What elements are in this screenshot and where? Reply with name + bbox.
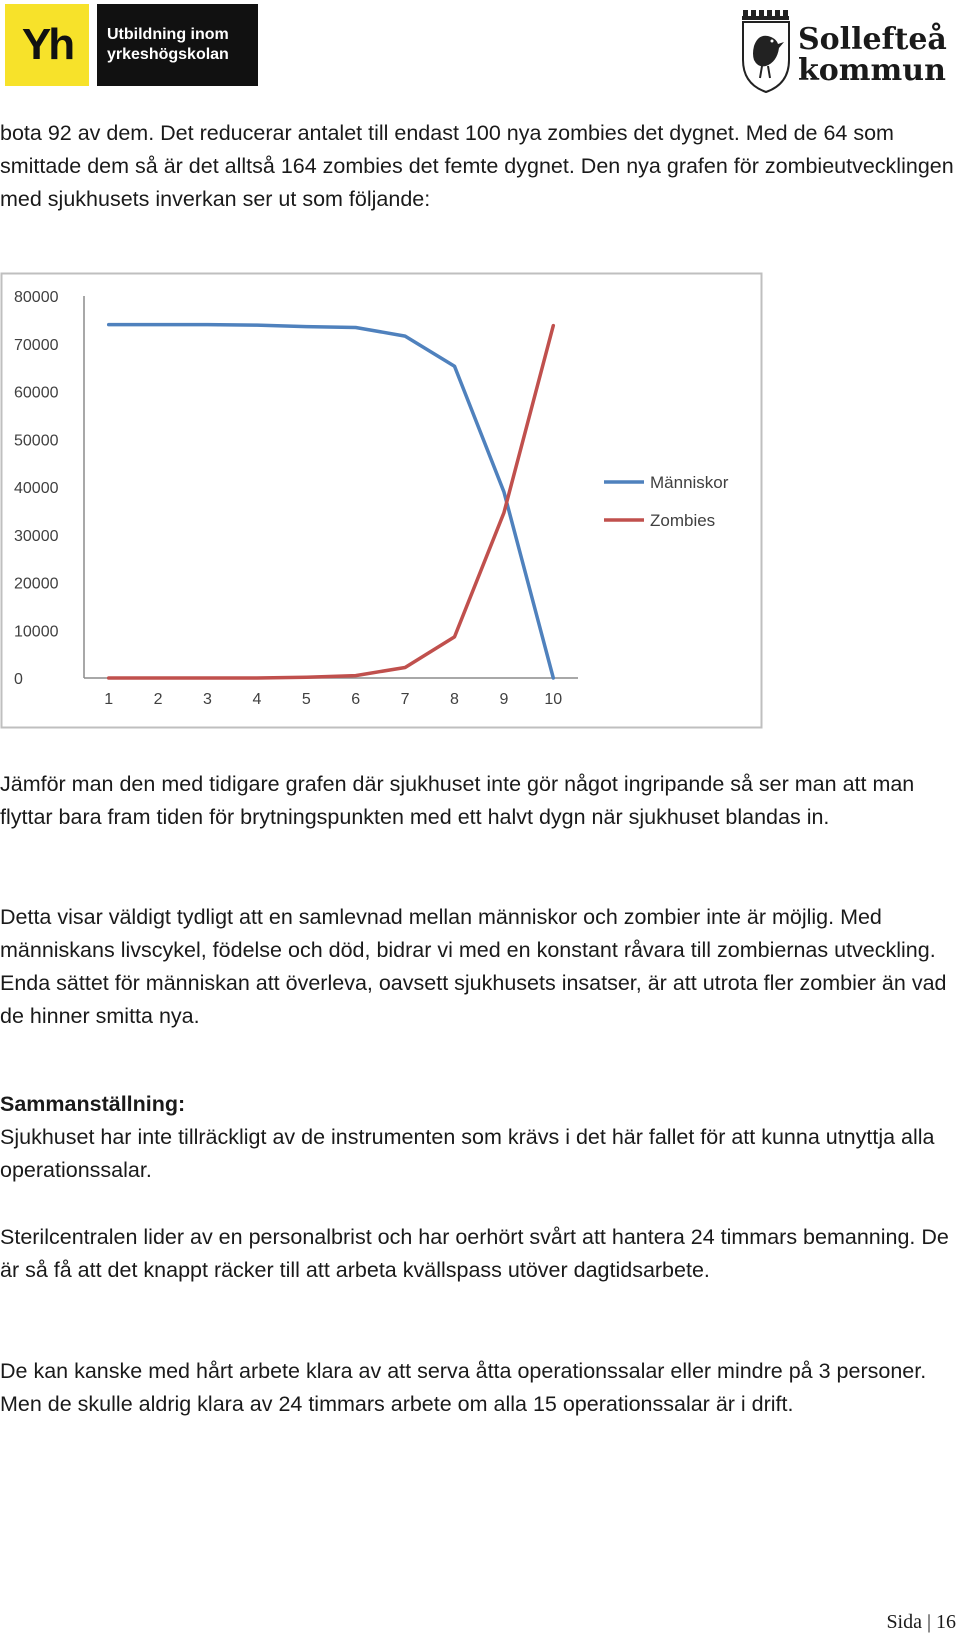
municipality-logo	[740, 8, 958, 94]
x-tick-label: 8	[450, 691, 459, 708]
yh-logo	[5, 4, 258, 86]
page-number: Sida | 16	[886, 1611, 956, 1633]
summary-paragraph-capacity: De kan kanske med hårt arbete klara av att serva åtta operationssalar eller mindre på 3 personer. Men de skulle aldrig klara av 24 timmars arbete om alla 15 operationssalar är i drift.	[0, 1359, 927, 1416]
x-tick-label: 7	[400, 691, 410, 708]
x-tick-label: 9	[499, 691, 509, 708]
y-tick-label: 70000	[14, 336, 59, 354]
legend-label: Zombies	[650, 511, 716, 530]
municipality-name	[798, 24, 947, 86]
x-tick-label: 6	[351, 691, 361, 708]
conclusion-paragraph: Detta visar väldigt tydligt att en samlevnad mellan människor och zombier inte är möjlig. Med människans livscykel, födelse och död, bidrar vi med en konstant råvara till zombiernas utveckling. Enda sättet för människan att överleva, oavsett sjukhusets insatser, är att utrota fler zombier än vad de hinner smitta nya.	[0, 905, 947, 1028]
y-tick-label: 40000	[14, 480, 59, 497]
legend-label: Människor	[650, 473, 729, 492]
summary-paragraph-instruments: Sjukhuset har inte tillräckligt av de instrumenten som krävs i det här fallet för att kunna utnyttja alla operationssalar.	[0, 1125, 935, 1182]
x-tick-label: 2	[153, 691, 163, 708]
x-tick-label: 4	[252, 691, 262, 708]
summary-heading: Sammanställning:	[0, 1092, 186, 1116]
y-tick-labels	[14, 289, 59, 688]
y-tick-label: 10000	[14, 623, 59, 641]
y-tick-label: 60000	[14, 384, 59, 402]
yh-logo-mark	[5, 4, 89, 86]
chart-frame	[2, 274, 762, 728]
intro-paragraph: bota 92 av dem. Det reducerar antalet till endast 100 nya zombies det dygnet. Med de 64 som smittade dem så är det alltså 164 zombies det femte dygnet. Den nya grafen för zombieutvecklingen med sjukhusets inverkan ser ut som följande:	[0, 121, 954, 211]
yh-logo-text	[97, 4, 258, 86]
municipality-name-line2: kommun	[798, 53, 946, 88]
comparison-paragraph: Jämför man den med tidigare grafen där sjukhuset inte gör något ingripande så ser man att man flyttar bara fram tiden för brytningspunkten med ett halvt dygn när sjukhuset blandas in.	[0, 772, 915, 829]
y-tick-label: 30000	[14, 527, 59, 545]
y-tick-label: 20000	[14, 575, 59, 593]
yh-logo-line1: Utbildning inom	[107, 26, 229, 43]
y-tick-label: 0	[14, 671, 23, 688]
zombie-development-line-chart	[0, 272, 764, 730]
y-tick-label: 50000	[14, 432, 59, 450]
x-tick-label: 5	[301, 691, 311, 708]
x-tick-label: 10	[544, 691, 563, 708]
municipality-name-line1: Sollefteå	[798, 22, 947, 57]
yh-logo-line2: yrkeshögskolan	[107, 46, 229, 63]
crest-with-bird-icon	[740, 8, 792, 94]
summary-paragraph-staffing: Sterilcentralen lider av en personalbrist och har oerhört svårt att hantera 24 timmars bemanning. De är så få att det knappt räcker till att arbeta kvällspass utöver dagtidsarbete.	[0, 1225, 949, 1282]
yh-logo-mark-text: Yh	[21, 20, 73, 69]
y-tick-label: 80000	[14, 289, 59, 306]
x-tick-label: 3	[203, 691, 212, 708]
x-tick-label: 1	[104, 691, 114, 708]
